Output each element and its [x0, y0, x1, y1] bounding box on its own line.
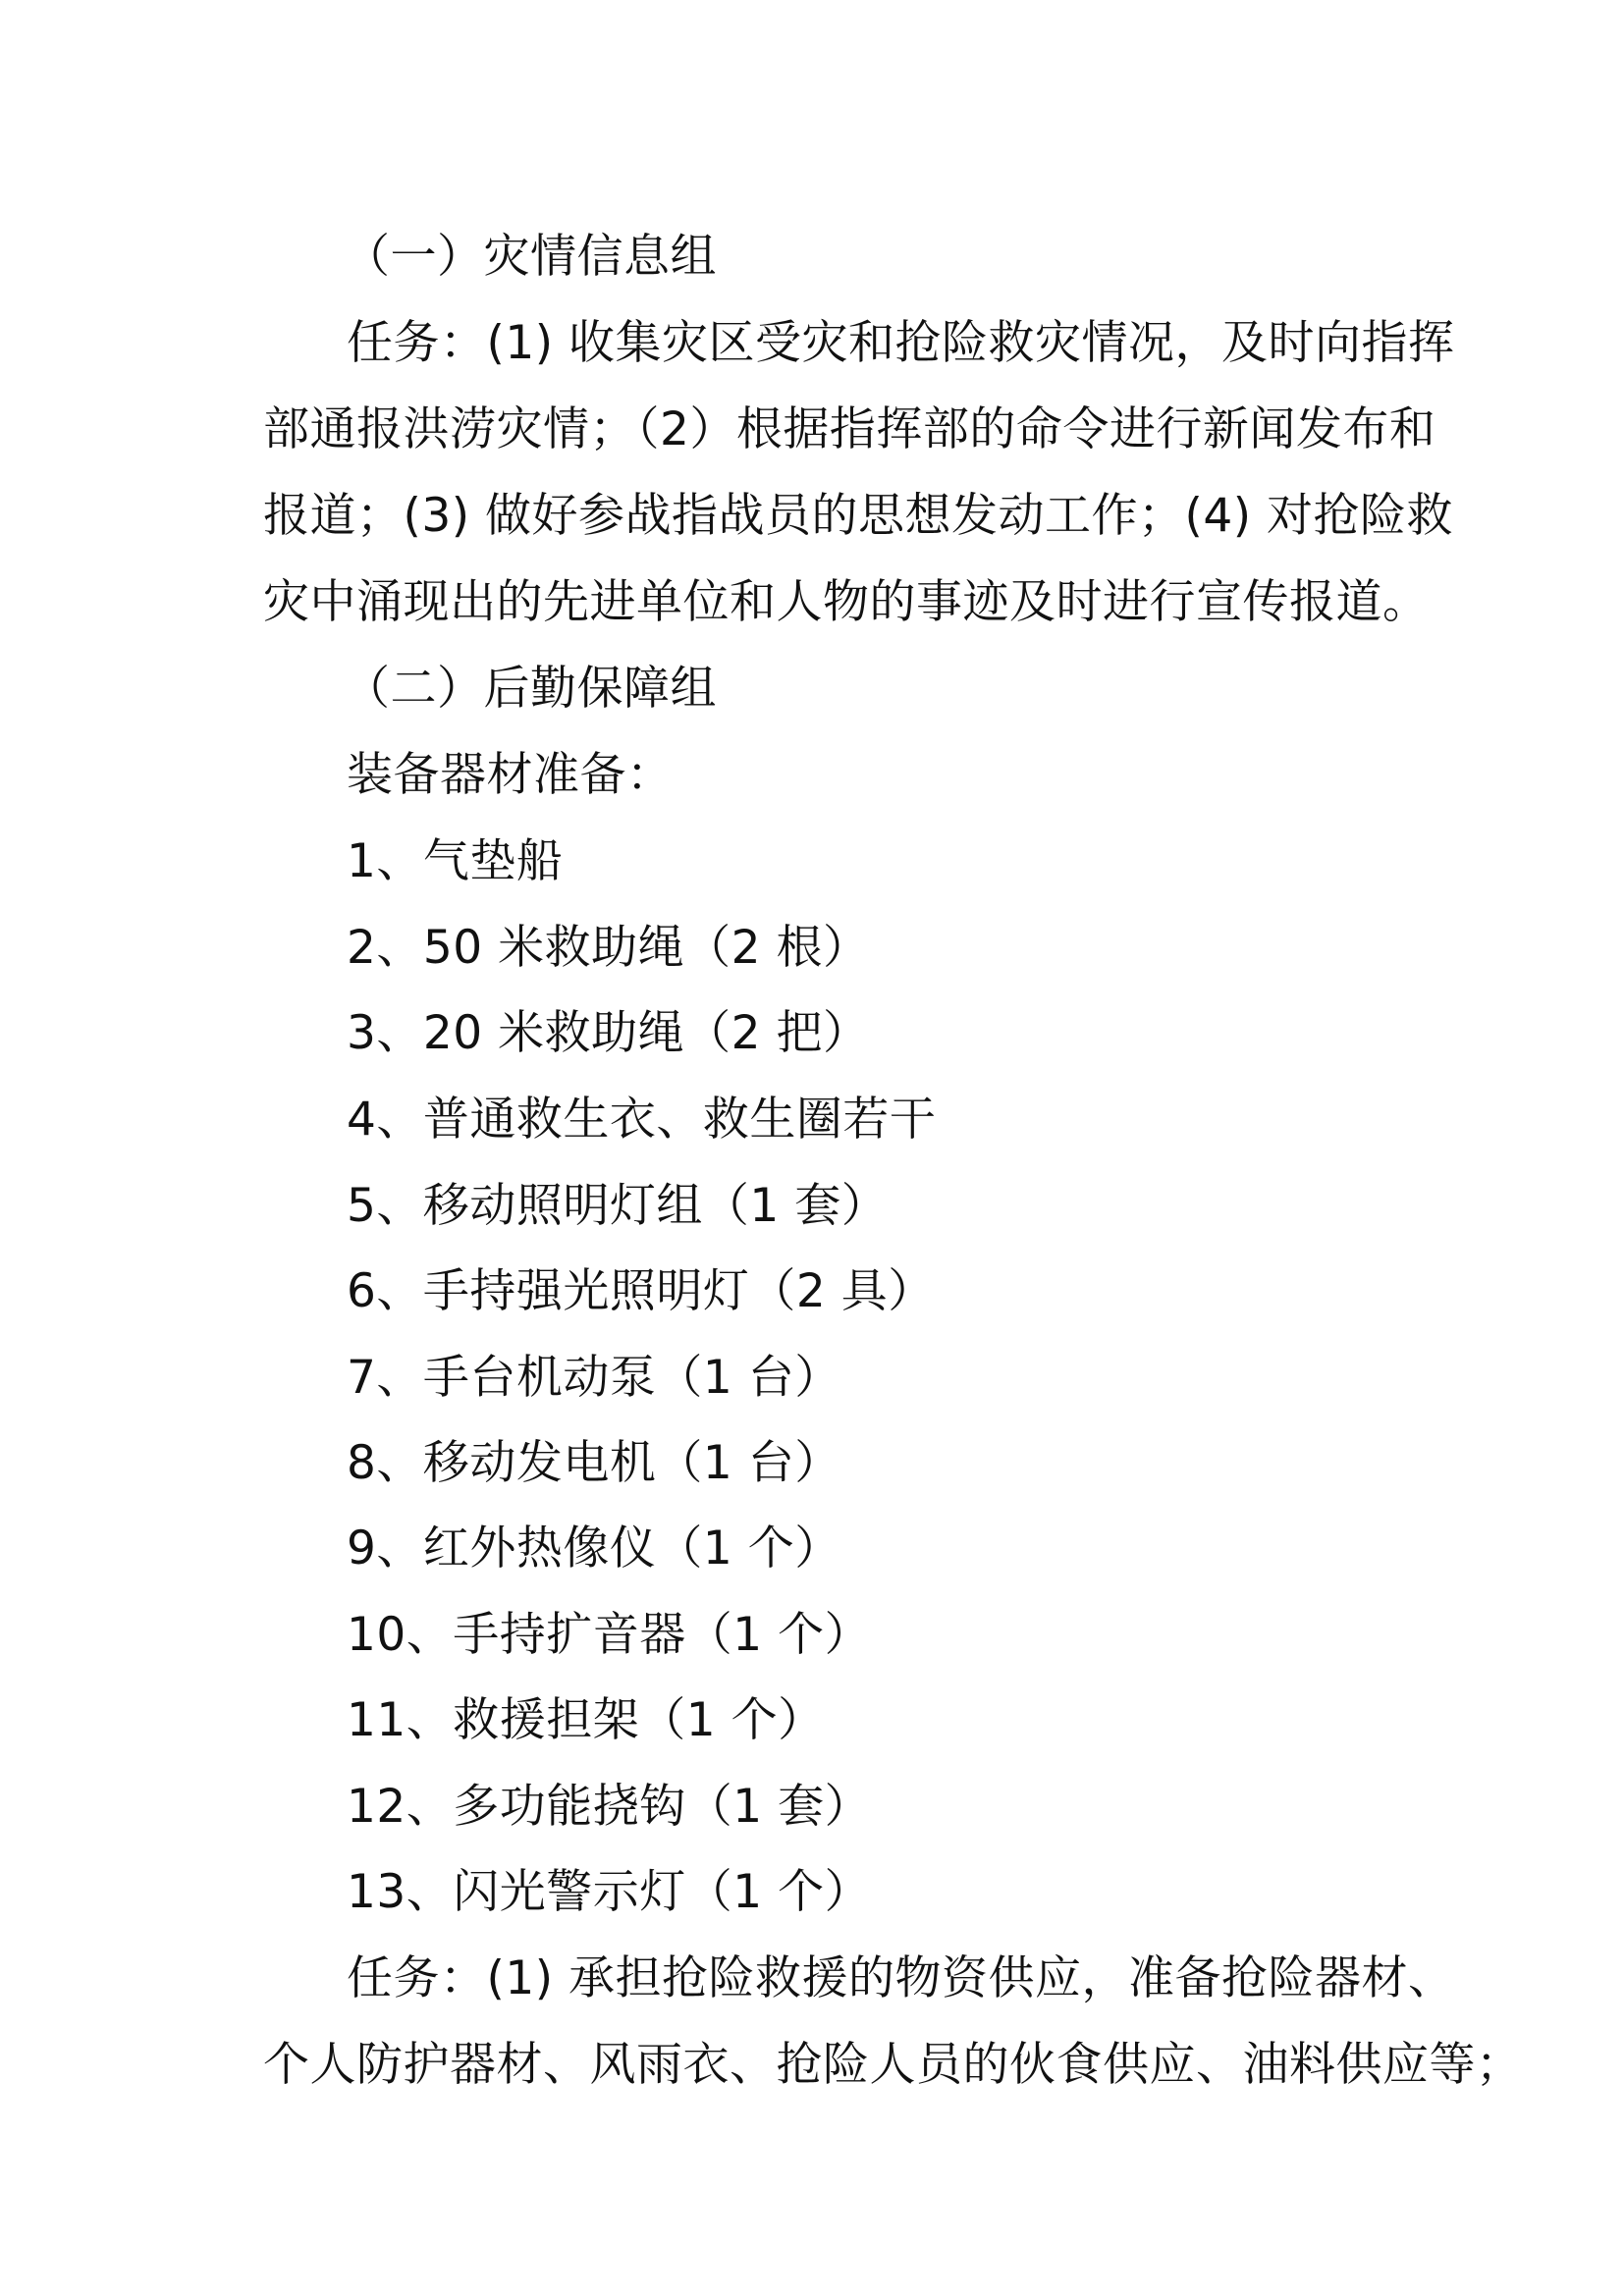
- equipment-list-item: 7、手台机动泵（1 台）: [347, 1351, 841, 1405]
- task-paragraph-line: 任务：(1) 收集灾区受灾和抢险救灾情况，及时向指挥: [347, 316, 1455, 370]
- equipment-list-item: 6、手持强光照明灯（2 具）: [347, 1264, 935, 1318]
- equipment-list-item: 5、移动照明灯组（1 套）: [347, 1179, 889, 1233]
- equipment-list-item: 3、20 米救助绳（2 把）: [347, 1006, 870, 1060]
- task-paragraph-line: 报道；(3) 做好参战指战员的思想发动工作；(4) 对抢险救: [263, 489, 1454, 543]
- equipment-list-item: 8、移动发电机（1 台）: [347, 1436, 841, 1490]
- equipment-list-item: 11、救援担架（1 个）: [347, 1693, 825, 1747]
- equipment-list-item: 9、红外热像仪（1 个）: [347, 1522, 841, 1575]
- task-paragraph-line: 任务：(1) 承担抢险救援的物资供应，准备抢险器材、: [347, 1951, 1455, 2005]
- task-paragraph-line: 部通报洪涝灾情；（2）根据指挥部的命令进行新闻发布和: [263, 402, 1436, 456]
- equipment-list-item: 10、手持扩音器（1 个）: [347, 1608, 872, 1662]
- section-heading-disaster-info: （一）灾情信息组: [344, 230, 717, 284]
- equipment-list-item: 4、普通救生衣、救生圈若干: [347, 1093, 937, 1147]
- equipment-title: 装备器材准备：: [347, 748, 674, 802]
- task-paragraph-line: 个人防护器材、风雨衣、抢险人员的伙食供应、油料供应等；: [263, 2038, 1523, 2092]
- section-heading-logistics: （二）后勤保障组: [344, 662, 717, 716]
- equipment-list-item: 13、闪光警示灯（1 个）: [347, 1865, 872, 1919]
- task-paragraph-line: 灾中涌现出的先进单位和人物的事迹及时进行宣传报道。: [263, 575, 1430, 629]
- equipment-list-item: 1、气垫船: [347, 834, 564, 888]
- equipment-list-item: 12、多功能挠钩（1 套）: [347, 1780, 872, 1834]
- equipment-list-item: 2、50 米救助绳（2 根）: [347, 921, 870, 975]
